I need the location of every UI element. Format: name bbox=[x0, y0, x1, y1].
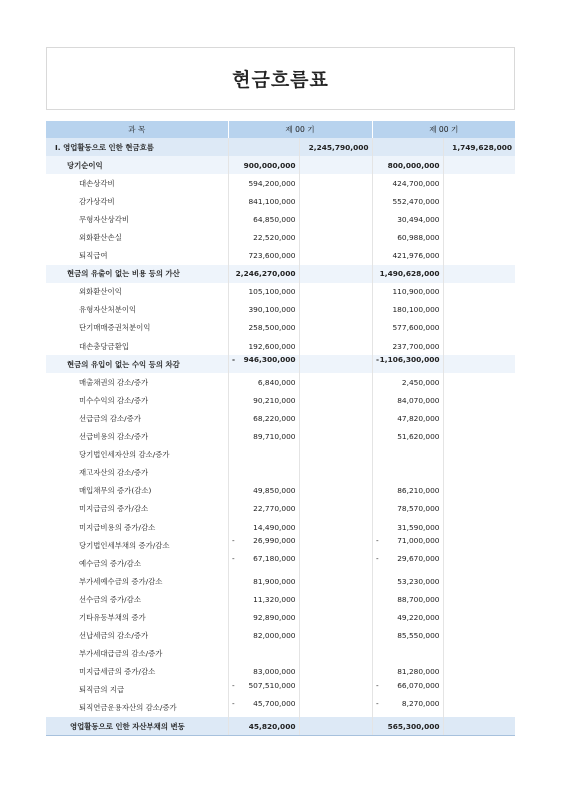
p2-detail-amount bbox=[372, 464, 443, 482]
account-name: 부가세예수금의 증가/감소 bbox=[79, 576, 163, 586]
account-name: 선납세금의 감소/증가 bbox=[79, 631, 149, 641]
account-name: 퇴직연금운용자산의 감소/증가 bbox=[79, 703, 177, 713]
table-row bbox=[46, 590, 515, 608]
p1-detail-amount: 92,890,000 bbox=[228, 608, 299, 626]
p2-total-amount bbox=[443, 590, 515, 608]
p1-detail-amount bbox=[228, 699, 299, 717]
table-row bbox=[46, 464, 515, 482]
amount-value: 1,106,300,000 bbox=[379, 355, 440, 365]
p2-total-amount bbox=[443, 428, 515, 446]
p2-total-amount bbox=[443, 192, 515, 210]
p1-detail-amount bbox=[228, 554, 299, 572]
p1-detail-amount: 49,850,000 bbox=[228, 482, 299, 500]
negative-sign: - bbox=[232, 536, 235, 546]
p2-detail-amount bbox=[372, 536, 443, 554]
negative-sign: - bbox=[376, 355, 380, 365]
p2-detail-amount bbox=[372, 138, 443, 156]
p2-total-amount bbox=[443, 373, 515, 391]
p1-total-amount bbox=[299, 446, 372, 464]
table-row bbox=[46, 228, 515, 246]
table-row bbox=[46, 192, 515, 210]
p2-total-amount bbox=[443, 681, 515, 699]
p1-detail-amount bbox=[228, 645, 299, 663]
p2-total-amount bbox=[443, 301, 515, 319]
p1-total-amount bbox=[299, 627, 372, 645]
p1-detail-amount: 11,320,000 bbox=[228, 590, 299, 608]
p2-total-amount bbox=[443, 608, 515, 626]
table-row bbox=[46, 699, 515, 717]
p2-detail-amount bbox=[372, 681, 443, 699]
p2-detail-amount: 53,230,000 bbox=[372, 572, 443, 590]
p2-detail-amount: 78,570,000 bbox=[372, 500, 443, 518]
p2-total-amount bbox=[443, 265, 515, 283]
account-name: 퇴직급여 bbox=[79, 251, 108, 261]
table-row bbox=[46, 663, 515, 681]
account-name: 부가세대급금의 감소/증가 bbox=[79, 649, 163, 659]
account-name: 대손충당금환입 bbox=[79, 341, 129, 351]
p2-total-amount: 1,749,628,000 bbox=[443, 138, 515, 156]
table-row bbox=[46, 500, 515, 518]
p2-total-amount bbox=[443, 355, 515, 373]
p1-total-amount bbox=[299, 192, 372, 210]
p1-total-amount bbox=[299, 572, 372, 590]
table-row bbox=[46, 409, 515, 427]
amount-value: 507,510,000 bbox=[248, 680, 296, 690]
p1-detail-amount bbox=[228, 446, 299, 464]
p1-total-amount bbox=[299, 518, 372, 536]
p2-detail-amount: 31,590,000 bbox=[372, 518, 443, 536]
p1-detail-amount bbox=[228, 536, 299, 554]
p1-detail-amount: 83,000,000 bbox=[228, 663, 299, 681]
p2-total-amount bbox=[443, 283, 515, 301]
p2-total-amount bbox=[443, 717, 515, 736]
p1-detail-amount: 64,850,000 bbox=[228, 210, 299, 228]
p2-detail-amount: 51,620,000 bbox=[372, 428, 443, 446]
account-name: 선수금의 증가/감소 bbox=[79, 594, 141, 604]
account-name: 선급비용의 감소/증가 bbox=[79, 432, 149, 442]
p2-detail-amount: 84,070,000 bbox=[372, 391, 443, 409]
p1-detail-amount: 192,600,000 bbox=[228, 337, 299, 355]
p2-total-amount bbox=[443, 319, 515, 337]
p2-total-amount bbox=[443, 210, 515, 228]
p2-detail-amount: 49,220,000 bbox=[372, 608, 443, 626]
p1-total-amount bbox=[299, 337, 372, 355]
p2-detail-amount: 577,600,000 bbox=[372, 319, 443, 337]
p1-total-amount bbox=[299, 301, 372, 319]
p1-total-amount bbox=[299, 428, 372, 446]
account-name: 재고자산의 감소/증가 bbox=[79, 468, 149, 478]
p1-total-amount bbox=[299, 645, 372, 663]
account-name: 퇴직금의 지급 bbox=[79, 685, 125, 695]
p2-detail-amount: 2,450,000 bbox=[372, 373, 443, 391]
p1-detail-amount: 841,100,000 bbox=[228, 192, 299, 210]
p2-total-amount bbox=[443, 464, 515, 482]
p1-total-amount bbox=[299, 247, 372, 265]
p2-detail-amount bbox=[372, 446, 443, 464]
table-row bbox=[46, 446, 515, 464]
p2-detail-amount: 60,988,000 bbox=[372, 228, 443, 246]
p1-detail-amount bbox=[228, 138, 299, 156]
account-name: 감가상각비 bbox=[79, 196, 115, 206]
p1-detail-amount: 45,820,000 bbox=[228, 717, 299, 736]
p1-detail-amount: 22,520,000 bbox=[228, 228, 299, 246]
p1-total-amount bbox=[299, 663, 372, 681]
account-name: 현금의 유입이 없는 수익 등의 차감 bbox=[46, 355, 228, 373]
p2-detail-amount: 552,470,000 bbox=[372, 192, 443, 210]
account-name: 외화환산이익 bbox=[79, 287, 122, 297]
table-row bbox=[46, 373, 515, 391]
header-account: 과 목 bbox=[46, 121, 228, 138]
p1-detail-amount: 723,600,000 bbox=[228, 247, 299, 265]
amount-value: 66,070,000 bbox=[397, 680, 440, 690]
negative-sign: - bbox=[376, 536, 379, 546]
negative-sign: - bbox=[232, 698, 235, 708]
table-row bbox=[46, 247, 515, 265]
p2-detail-amount: 424,700,000 bbox=[372, 174, 443, 192]
header-period-1: 제 00 기 bbox=[228, 121, 372, 138]
p1-total-amount bbox=[299, 319, 372, 337]
p1-total-amount bbox=[299, 228, 372, 246]
negative-sign: - bbox=[232, 554, 235, 564]
p1-total-amount bbox=[299, 464, 372, 482]
negative-sign: - bbox=[376, 698, 379, 708]
p1-detail-amount: 89,710,000 bbox=[228, 428, 299, 446]
p2-total-amount bbox=[443, 663, 515, 681]
table-row bbox=[46, 554, 515, 572]
amount-value: 29,670,000 bbox=[397, 554, 440, 564]
p1-total-amount bbox=[299, 717, 372, 736]
p1-total-amount bbox=[299, 500, 372, 518]
title-box bbox=[46, 47, 515, 110]
table-row bbox=[46, 265, 515, 283]
table-row bbox=[46, 645, 515, 663]
p2-total-amount bbox=[443, 627, 515, 645]
p2-detail-amount: 565,300,000 bbox=[372, 717, 443, 736]
table-row bbox=[46, 210, 515, 228]
p1-detail-amount: 82,000,000 bbox=[228, 627, 299, 645]
account-name: 당기법인세자산의 감소/증가 bbox=[79, 450, 170, 460]
account-name: 미지급금의 증가/감소 bbox=[79, 504, 149, 514]
table-row bbox=[46, 301, 515, 319]
account-name: 미지급비용의 증가/감소 bbox=[79, 522, 156, 532]
account-name: 외화환산손실 bbox=[79, 233, 122, 243]
account-name: 매출채권의 감소/증가 bbox=[79, 377, 149, 387]
p1-total-amount bbox=[299, 355, 372, 373]
p2-total-amount bbox=[443, 518, 515, 536]
p1-total-amount bbox=[299, 482, 372, 500]
p2-detail-amount: 1,490,628,000 bbox=[372, 265, 443, 283]
p1-total-amount bbox=[299, 265, 372, 283]
table-row bbox=[46, 681, 515, 699]
p1-total-amount bbox=[299, 554, 372, 572]
amount-value: 67,180,000 bbox=[253, 554, 296, 564]
account-name: 무형자산상각비 bbox=[79, 214, 129, 224]
account-name: 단기매매증권처분이익 bbox=[79, 323, 151, 333]
amount-value: 71,000,000 bbox=[397, 536, 440, 546]
p1-total-amount bbox=[299, 681, 372, 699]
negative-sign: - bbox=[376, 554, 379, 564]
table-row bbox=[46, 391, 515, 409]
p1-detail-amount bbox=[228, 681, 299, 699]
cash-flow-table bbox=[46, 121, 515, 736]
negative-sign: - bbox=[232, 355, 236, 365]
table-row bbox=[46, 138, 515, 156]
p2-total-amount bbox=[443, 337, 515, 355]
p2-total-amount bbox=[443, 699, 515, 717]
p1-total-amount bbox=[299, 210, 372, 228]
account-name: I. 영업활동으로 인한 현금흐름 bbox=[46, 138, 228, 156]
p2-detail-amount: 47,820,000 bbox=[372, 409, 443, 427]
p1-detail-amount: 81,900,000 bbox=[228, 572, 299, 590]
account-name: 대손상각비 bbox=[79, 178, 115, 188]
p1-detail-amount: 2,246,270,000 bbox=[228, 265, 299, 283]
amount-value: 45,700,000 bbox=[253, 698, 296, 708]
p1-total-amount bbox=[299, 156, 372, 174]
account-name: 당기법인세부채의 증가/감소 bbox=[79, 540, 170, 550]
p2-detail-amount bbox=[372, 554, 443, 572]
table-row bbox=[46, 482, 515, 500]
table-row bbox=[46, 608, 515, 626]
p1-total-amount bbox=[299, 283, 372, 301]
p2-total-amount bbox=[443, 645, 515, 663]
p2-total-amount bbox=[443, 536, 515, 554]
p2-detail-amount: 30,494,000 bbox=[372, 210, 443, 228]
p2-detail-amount: 110,900,000 bbox=[372, 283, 443, 301]
account-name: 예수금의 증가/감소 bbox=[79, 558, 141, 568]
p2-detail-amount: 421,976,000 bbox=[372, 247, 443, 265]
p1-detail-amount: 594,200,000 bbox=[228, 174, 299, 192]
p1-detail-amount: 14,490,000 bbox=[228, 518, 299, 536]
table-row bbox=[46, 572, 515, 590]
p1-detail-amount: 6,840,000 bbox=[228, 373, 299, 391]
p1-detail-amount: 900,000,000 bbox=[228, 156, 299, 174]
p1-total-amount bbox=[299, 536, 372, 554]
negative-sign: - bbox=[232, 680, 235, 690]
account-name: 현금의 유출이 없는 비용 등의 가산 bbox=[46, 265, 228, 283]
p1-detail-amount: 258,500,000 bbox=[228, 319, 299, 337]
p1-detail-amount: 22,770,000 bbox=[228, 500, 299, 518]
account-name: 당기순이익 bbox=[46, 156, 228, 174]
p1-total-amount bbox=[299, 391, 372, 409]
table-row bbox=[46, 717, 515, 736]
p2-total-amount bbox=[443, 228, 515, 246]
p2-detail-amount bbox=[372, 355, 443, 373]
amount-value: 946,300,000 bbox=[243, 355, 296, 365]
p2-detail-amount bbox=[372, 699, 443, 717]
account-name: 영업활동으로 인한 자산부채의 변동 bbox=[46, 717, 228, 736]
table-row bbox=[46, 428, 515, 446]
amount-value: 8,270,000 bbox=[401, 698, 440, 708]
p1-detail-amount: 90,210,000 bbox=[228, 391, 299, 409]
table-row bbox=[46, 156, 515, 174]
p1-detail-amount bbox=[228, 464, 299, 482]
account-name: 선급금의 감소/증가 bbox=[79, 413, 141, 423]
p2-total-amount bbox=[443, 554, 515, 572]
table-row bbox=[46, 319, 515, 337]
p1-total-amount bbox=[299, 590, 372, 608]
p2-total-amount bbox=[443, 247, 515, 265]
p2-detail-amount: 180,100,000 bbox=[372, 301, 443, 319]
table-row bbox=[46, 174, 515, 192]
account-name: 매입채무의 증가(감소) bbox=[79, 486, 152, 496]
table-row bbox=[46, 283, 515, 301]
table-row bbox=[46, 518, 515, 536]
header-period-2: 제 00 기 bbox=[372, 121, 515, 138]
p1-detail-amount: 105,100,000 bbox=[228, 283, 299, 301]
p1-total-amount bbox=[299, 608, 372, 626]
p1-total-amount bbox=[299, 409, 372, 427]
table-row bbox=[46, 536, 515, 554]
account-name: 미지급세금의 증가/감소 bbox=[79, 667, 156, 677]
p2-total-amount bbox=[443, 446, 515, 464]
p2-detail-amount: 800,000,000 bbox=[372, 156, 443, 174]
p2-detail-amount: 81,280,000 bbox=[372, 663, 443, 681]
p2-total-amount bbox=[443, 500, 515, 518]
p2-total-amount bbox=[443, 174, 515, 192]
page-title: 현금흐름표 bbox=[232, 69, 329, 91]
table-row bbox=[46, 337, 515, 355]
table-row bbox=[46, 627, 515, 645]
p2-total-amount bbox=[443, 409, 515, 427]
negative-sign: - bbox=[376, 680, 379, 690]
p2-total-amount bbox=[443, 482, 515, 500]
p2-total-amount bbox=[443, 572, 515, 590]
p2-detail-amount: 86,210,000 bbox=[372, 482, 443, 500]
p1-total-amount: 2,245,790,000 bbox=[299, 138, 372, 156]
p2-detail-amount: 237,700,000 bbox=[372, 337, 443, 355]
p1-detail-amount: 390,100,000 bbox=[228, 301, 299, 319]
account-name: 미수수익의 감소/증가 bbox=[79, 395, 149, 405]
account-name: 유형자산처분이익 bbox=[79, 305, 137, 315]
p2-detail-amount: 88,700,000 bbox=[372, 590, 443, 608]
p1-total-amount bbox=[299, 373, 372, 391]
table-row bbox=[46, 355, 515, 373]
p2-detail-amount: 85,550,000 bbox=[372, 627, 443, 645]
amount-value: 26,990,000 bbox=[253, 536, 296, 546]
p1-detail-amount bbox=[228, 355, 299, 373]
p2-detail-amount bbox=[372, 645, 443, 663]
p2-total-amount bbox=[443, 156, 515, 174]
p2-total-amount bbox=[443, 391, 515, 409]
account-name: 기타유동부채의 증가 bbox=[79, 612, 146, 622]
header-row bbox=[46, 121, 515, 138]
p1-total-amount bbox=[299, 174, 372, 192]
p1-total-amount bbox=[299, 699, 372, 717]
p1-detail-amount: 68,220,000 bbox=[228, 409, 299, 427]
